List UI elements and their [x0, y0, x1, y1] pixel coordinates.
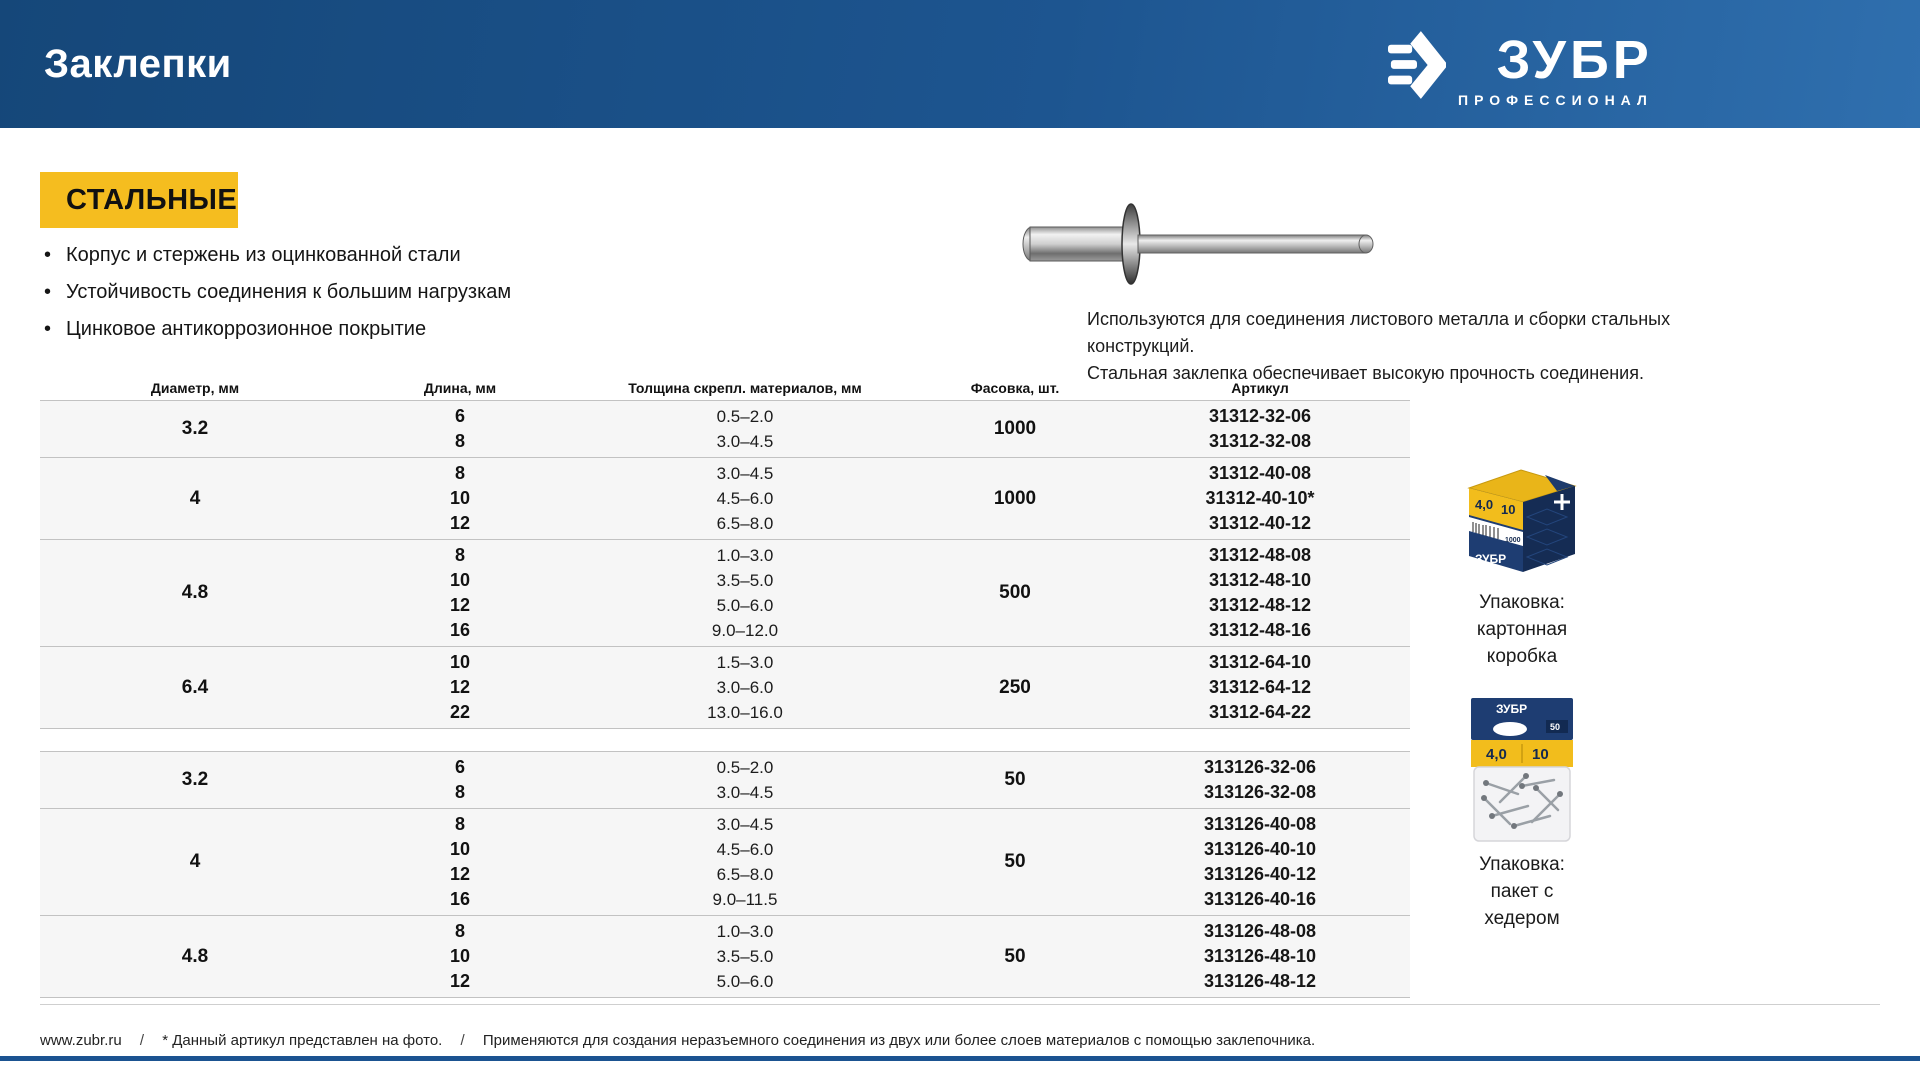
- footer: [40, 1032, 1315, 1049]
- brand-wordmark: [1458, 30, 1653, 108]
- article-value: 31312-48-16: [1208, 620, 1312, 640]
- pack-value: 50: [1004, 769, 1026, 790]
- feature-item: [44, 318, 511, 341]
- article-column: [1110, 650, 1410, 725]
- caption-line: пакет с хедером: [1484, 881, 1560, 929]
- thickness-column: [570, 919, 920, 994]
- feature-text: Устойчивость соединения к большим нагрузкам: [66, 281, 512, 303]
- length-column: [350, 812, 570, 912]
- length-column: [350, 404, 570, 454]
- thickness-value: 1.0–3.0: [716, 546, 774, 565]
- thickness-value: 0.5–2.0: [716, 758, 774, 777]
- box-label-count: 1000: [1505, 537, 1521, 544]
- length-value: 8: [454, 921, 465, 941]
- article-value: 313126-40-10: [1203, 839, 1317, 859]
- table-group: [40, 457, 1410, 539]
- page-title: Заклепки: [44, 42, 232, 86]
- length-value: 16: [449, 620, 471, 640]
- website-text: www.zubr.ru: [40, 1032, 122, 1049]
- length-column: [350, 461, 570, 536]
- feature-item: [44, 244, 511, 267]
- bag-brand-text: ЗУБР: [1496, 702, 1528, 716]
- carton-box-image: [1452, 462, 1592, 581]
- footer-accent-bar: [0, 1056, 1920, 1061]
- table-group: [40, 915, 1410, 997]
- product-description: [1087, 306, 1727, 387]
- diameter-value: 4: [189, 851, 201, 872]
- article-value: 31312-48-12: [1208, 595, 1312, 615]
- packaging-column: [1452, 462, 1592, 932]
- article-column: [1110, 755, 1410, 805]
- thickness-value: 3.0–6.0: [716, 678, 774, 697]
- diameter-value: 4: [189, 487, 201, 509]
- thickness-value: 3.5–5.0: [716, 571, 774, 590]
- article-value: 313126-48-10: [1203, 946, 1317, 966]
- thickness-value: 6.5–8.0: [716, 514, 774, 533]
- length-value: 12: [449, 595, 471, 615]
- header-bag-image: [1452, 698, 1592, 851]
- box-label-diameter: 4,0: [1475, 497, 1494, 512]
- footer-separator: /: [460, 1032, 465, 1049]
- length-value: 22: [449, 702, 471, 722]
- caption-line: картонная коробка: [1476, 619, 1568, 667]
- length-value: 8: [454, 545, 465, 565]
- thickness-value: 0.5–2.0: [716, 407, 774, 426]
- article-column: [1110, 404, 1410, 454]
- article-value: 31312-48-08: [1208, 545, 1312, 565]
- footer-note-article: * Данный артикул представлен на фото.: [162, 1032, 443, 1049]
- feature-item: [44, 281, 511, 304]
- category-badge: СТАЛЬНЫЕ: [40, 172, 238, 228]
- length-value: 6: [454, 406, 465, 426]
- length-value: 12: [449, 864, 471, 884]
- thickness-value: 9.0–11.5: [712, 890, 778, 909]
- box-brand-text: ЗУБР: [1475, 552, 1507, 566]
- length-column: [350, 543, 570, 643]
- pack-value: 250: [999, 676, 1031, 698]
- thickness-value: 3.5–5.0: [716, 947, 774, 966]
- feature-text: Цинковое антикоррозионное покрытие: [66, 318, 427, 340]
- footer-note-usage: Применяются для создания неразъемного соединения из двух или более слоев материалов с помощью заклепочника.: [482, 1032, 1316, 1049]
- article-value: 31312-40-10*: [1205, 488, 1315, 508]
- diameter-value: 3.2: [181, 418, 209, 439]
- bag-label-length: 10: [1532, 746, 1549, 763]
- length-value: 8: [454, 463, 465, 483]
- thickness-column: [570, 650, 920, 725]
- thickness-value: 3.0–4.5: [716, 783, 774, 802]
- table-header-row: [40, 376, 1410, 400]
- article-column: [1110, 919, 1410, 994]
- thickness-value: 4.5–6.0: [716, 489, 774, 508]
- length-column: [350, 919, 570, 994]
- article-value: 31312-32-08: [1208, 431, 1312, 451]
- table-section: [40, 400, 1410, 729]
- pack-value: 500: [999, 582, 1031, 603]
- length-value: 10: [449, 839, 471, 859]
- brand-name: ЗУБР: [1496, 30, 1653, 90]
- article-value: 313126-48-08: [1203, 921, 1317, 941]
- bullet-icon: •: [44, 281, 52, 303]
- bullet-icon: •: [44, 244, 52, 266]
- article-value: 31312-64-10: [1208, 652, 1312, 672]
- thickness-column: [570, 404, 920, 454]
- thickness-column: [570, 812, 920, 912]
- bag-label-count: 50: [1550, 722, 1561, 732]
- column-header-length: Длина, мм: [423, 380, 497, 396]
- pack-value: 50: [1004, 945, 1026, 967]
- pack-value: 1000: [993, 487, 1037, 509]
- rivet-product-image: [1018, 198, 1388, 293]
- box-label-length: 10: [1501, 502, 1516, 517]
- diameter-value: 3.2: [181, 769, 209, 790]
- thickness-value: 5.0–6.0: [716, 972, 774, 991]
- length-value: 10: [449, 570, 471, 590]
- thickness-value: 9.0–12.0: [711, 621, 779, 640]
- article-value: 31312-64-12: [1208, 677, 1312, 697]
- feature-list: [44, 244, 511, 355]
- thickness-value: 1.5–3.0: [716, 653, 774, 672]
- thickness-value: 5.0–6.0: [716, 596, 774, 615]
- article-column: [1110, 461, 1410, 536]
- length-value: 8: [454, 814, 465, 834]
- zubr-arrow-icon: [1388, 30, 1446, 105]
- length-value: 10: [449, 652, 471, 672]
- article-value: 313126-40-12: [1203, 864, 1317, 884]
- thickness-value: 1.0–3.0: [716, 922, 774, 941]
- caption-line: Упаковка:: [1479, 854, 1565, 875]
- table-section-gap: [40, 729, 1410, 751]
- caption-line: Упаковка:: [1479, 592, 1565, 613]
- diameter-value: 6.4: [181, 676, 209, 698]
- article-value: 31312-40-12: [1208, 513, 1312, 533]
- article-value: 313126-40-08: [1203, 814, 1317, 834]
- description-line: Стальная заклепка обеспечивает высокую прочность соединения.: [1087, 363, 1644, 383]
- table-group: [40, 539, 1410, 646]
- article-value: 313126-40-16: [1203, 889, 1317, 909]
- spec-table-body: [40, 400, 1410, 998]
- length-value: 10: [449, 946, 471, 966]
- feature-text: Корпус и стержень из оцинкованной стали: [66, 244, 461, 266]
- length-value: 12: [449, 677, 471, 697]
- column-header-thickness: Толщина скрепл. материалов, мм: [628, 380, 862, 396]
- table-group: [40, 400, 1410, 457]
- description-line: Используются для соединения листового металла и сборки стальных конструкций.: [1087, 309, 1671, 356]
- length-value: 6: [454, 757, 465, 777]
- table-group: [40, 646, 1410, 728]
- article-column: [1110, 812, 1410, 912]
- length-value: 10: [449, 488, 471, 508]
- table-group: [40, 808, 1410, 915]
- pack-value: 50: [1004, 851, 1026, 872]
- length-value: 8: [454, 782, 465, 802]
- length-value: 12: [449, 513, 471, 533]
- footer-divider: [40, 1004, 1880, 1005]
- length-column: [350, 755, 570, 805]
- bag-label-diameter: 4,0: [1486, 746, 1507, 763]
- article-value: 31312-32-06: [1208, 406, 1312, 426]
- diameter-value: 4.8: [181, 582, 209, 603]
- length-value: 12: [449, 971, 471, 991]
- thickness-value: 3.0–4.5: [716, 432, 774, 451]
- thickness-value: 13.0–16.0: [707, 703, 783, 722]
- length-column: [350, 650, 570, 725]
- thickness-value: 3.0–4.5: [716, 464, 774, 483]
- column-header-article: Артикул: [1231, 380, 1289, 396]
- footer-separator: /: [139, 1032, 145, 1049]
- column-header-diameter: Диаметр, мм: [150, 380, 240, 396]
- spec-table: [40, 376, 1410, 998]
- article-value: 31312-40-08: [1208, 463, 1312, 483]
- brand-logo: [1388, 30, 1653, 108]
- table-section: [40, 751, 1410, 998]
- thickness-value: 4.5–6.0: [716, 840, 774, 859]
- article-column: [1110, 543, 1410, 643]
- thickness-column: [570, 461, 920, 536]
- column-header-pack: Фасовка, шт.: [970, 380, 1060, 396]
- article-value: 313126-32-06: [1203, 757, 1317, 777]
- article-value: 313126-32-08: [1203, 782, 1317, 802]
- pack-value: 1000: [993, 418, 1037, 439]
- bullet-icon: •: [44, 318, 52, 340]
- article-value: 313126-48-12: [1203, 971, 1317, 991]
- thickness-value: 6.5–8.0: [716, 865, 774, 884]
- article-value: 31312-48-10: [1208, 570, 1312, 590]
- carton-box-caption: [1452, 589, 1592, 670]
- table-group: [40, 751, 1410, 808]
- article-value: 31312-64-22: [1208, 702, 1312, 722]
- thickness-column: [570, 755, 920, 805]
- header-bag-caption: [1452, 851, 1592, 932]
- brand-subtitle: ПРОФЕССИОНАЛ: [1458, 92, 1653, 108]
- thickness-value: 3.0–4.5: [716, 815, 774, 834]
- diameter-value: 4.8: [181, 945, 209, 967]
- thickness-column: [570, 543, 920, 643]
- length-value: 8: [454, 431, 465, 451]
- length-value: 16: [449, 889, 471, 909]
